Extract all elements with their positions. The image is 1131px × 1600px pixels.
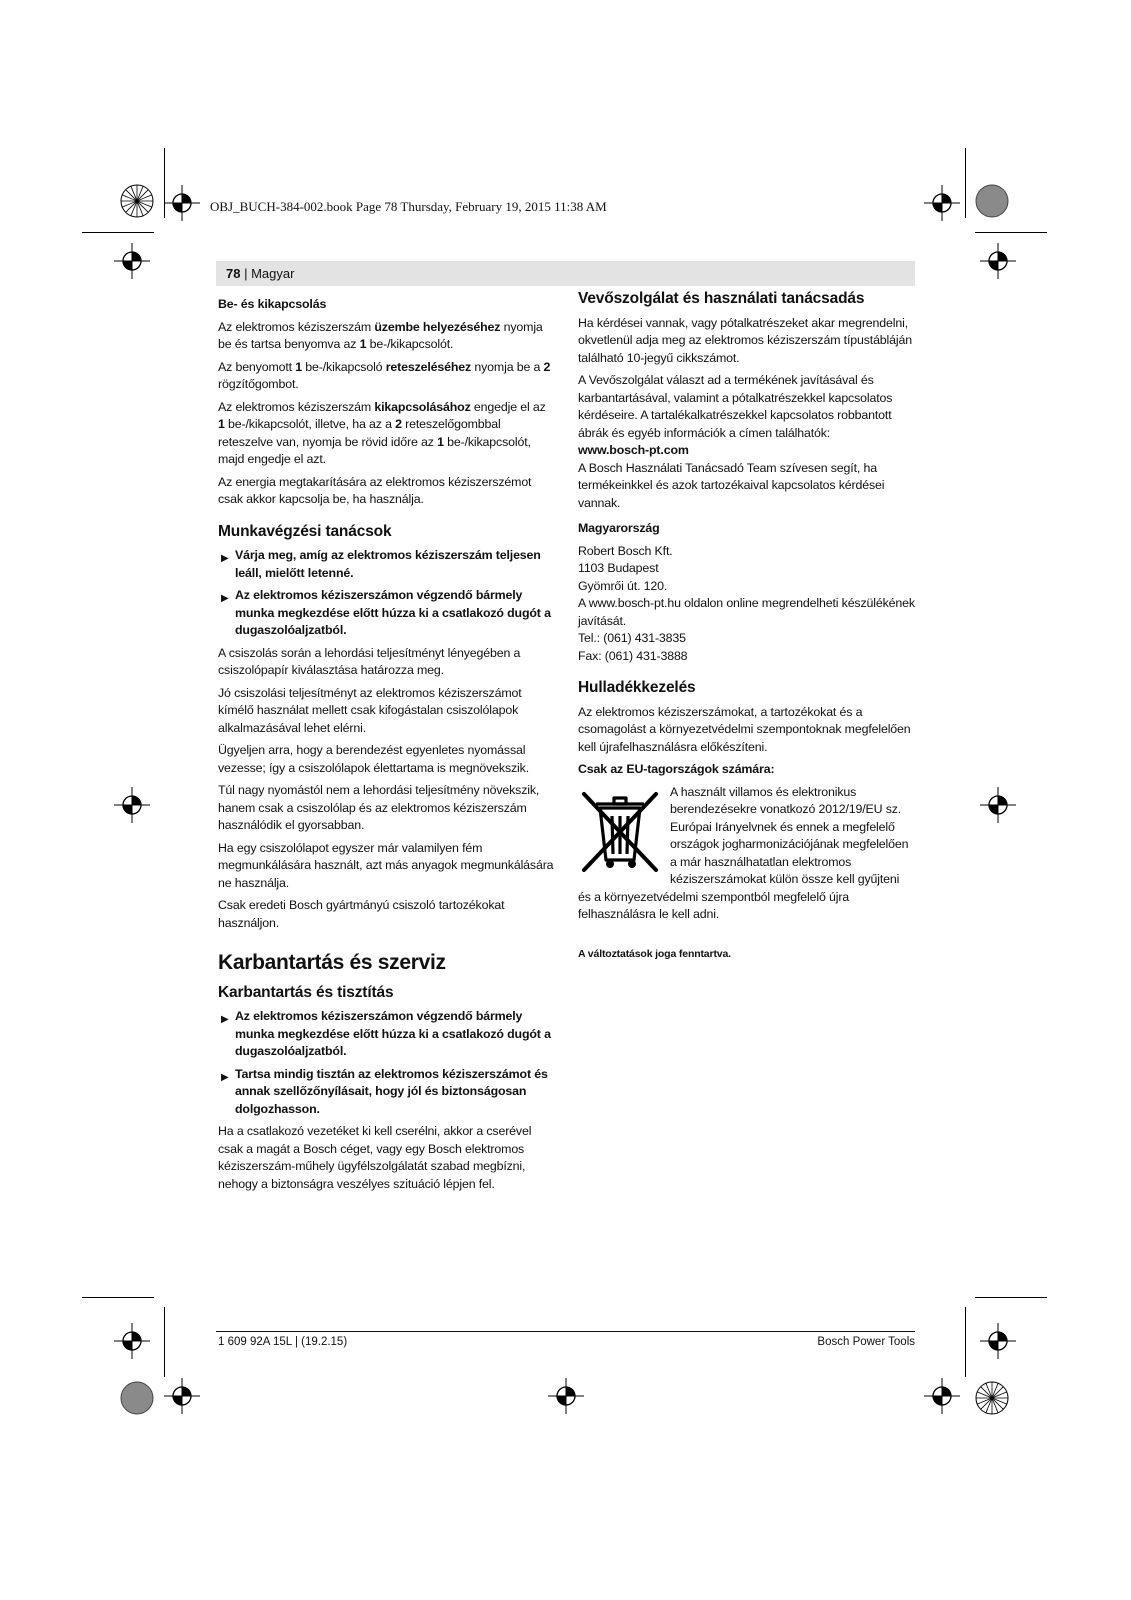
onoff-heading: Be- és kikapcsolás [218, 297, 327, 311]
service-paragraph-2: A Vevőszolgálat választ ad a termékének javításával és karbantartásával, valamint a pótalkatrészekkel kapcsolatos kérdéseire. A tartalékalkatrészekkel kapcsolatos robbantott ábrák és egyéb információk a címen találhatók: [578, 373, 893, 440]
work-paragraph-5: Ha egy csiszolólapot egyszer már valamilyen fém megmunkálására használt, azt más anyagok megmunkálására ne használja. [218, 840, 554, 890]
crop-line [975, 232, 1047, 233]
disposal-heading: Hulladékkezelés [578, 679, 696, 696]
online-repair-text: A www.bosch-pt.hu oldalon online megrendelheti készülékének javítását. [578, 596, 915, 628]
registration-mark-icon [114, 1323, 150, 1359]
triangle-bullet-icon: ▶ [221, 1071, 229, 1083]
triangle-bullet-icon: ▶ [221, 553, 229, 564]
eu-heading: Csak az EU-tagországok számára: [578, 762, 775, 776]
work-bullet-2: ▶ Az elektromos kéziszerszámon végzendő bármely munka megkezdése előtt húzza ki a csatlakozó dugót a dugaszolóaljzatból. [221, 588, 551, 637]
service-paragraph-3: A Bosch Használati Tanácsadó Team szívesen segít, ha termékeinkkel és azok tartozékaival kapcsolatos kérdései vannak. [578, 460, 885, 510]
triangle-bullet-icon: ▶ [221, 593, 229, 604]
left-column [218, 296, 555, 1198]
work-bullet-1: ▶ Várja meg, amíg az elektromos kéziszerszám teljesen leáll, mielőtt letenné. [221, 548, 541, 580]
triangle-bullet-icon: ▶ [221, 1014, 229, 1025]
color-target-icon [119, 183, 155, 219]
onoff-paragraph-4: Az energia megtakarítására az elektromos kéziszerszémot csak akkor kapcsolja be, ha használja. [218, 474, 532, 506]
weee-block [578, 784, 915, 924]
maintenance-bullet-2: ▶ Tartsa mindig tisztán az elektromos kéziszerszámot és annak szellőzőnyílásait, hogy jól és biztonságosan dolgozhasson. [221, 1066, 548, 1116]
weee-crossed-bin-icon [578, 786, 662, 874]
registration-mark-icon [114, 787, 150, 823]
onoff-paragraph-1: Az elektromos kéziszerszám üzembe helyezéséhez nyomja be és tartsa benyomva az 1 be-/kikapcsolót. [218, 319, 543, 351]
page-number: 78 [226, 266, 241, 281]
color-target-icon [119, 1380, 155, 1416]
footer-doc-number: 1 609 92A 15L | (19.2.15) [218, 1336, 348, 1348]
service-paragraph-1: Ha kérdései vannak, vagy pótalkatrészeket akar megrendelni, okvetlenül adja meg az elektromos kéziszerszám típustábláján található 10-jegyű cikkszámot. [578, 315, 912, 365]
crop-line [975, 1297, 1047, 1298]
color-target-icon [974, 1380, 1010, 1416]
onoff-paragraph-3: Az elektromos kéziszerszám kikapcsolásához engedje el az 1 be-/kikapcsolót, illetve, ha az a 2 reteszelőgombbal reteszelve van, nyomja be rövid időre az 1 be-/kikapcsolót, majd engedje el azt. [218, 399, 546, 466]
crop-line [82, 232, 154, 233]
work-paragraph-3: Ügyeljen arra, hogy a berendezést egyenletes nyomással vezesse; így a csiszolólapok élettartama is megnövekszik. [218, 743, 529, 775]
work-paragraph-4: Túl nagy nyomástól nem a lehordási teljesítmény növekszik, hanem csak a csiszolólap és az elektromos kéziszerszám használódik el gyorsabban. [218, 783, 540, 832]
rights-reserved: A változtatások joga fenntartva. [578, 947, 731, 960]
footer-brand: Bosch Power Tools [817, 1336, 915, 1348]
page-header-bar [216, 261, 915, 286]
address-line-2: 1103 Budapest [578, 561, 659, 575]
work-paragraph-1: A csiszolás során a lehordási teljesítményt lényegében a csiszolópapír kiválasztása határozza meg. [218, 645, 521, 677]
page-header [226, 266, 294, 281]
service-heading: Vevőszolgálat és használati tanácsadás [578, 290, 865, 307]
fax: Fax: (061) 431-3888 [578, 648, 688, 663]
registration-mark-icon [980, 787, 1016, 823]
crop-line [164, 1307, 165, 1377]
service-url: www.bosch-pt.com [578, 443, 689, 457]
header-language: Magyar [251, 266, 295, 281]
registration-mark-icon [164, 1378, 200, 1414]
onoff-paragraph-2: Az benyomott 1 be-/kikapcsoló reteszeléséhez nyomja be a 2 rögzítőgombot. [218, 359, 551, 391]
footer-rule [216, 1331, 915, 1332]
crop-line [965, 148, 966, 218]
maintenance-title: Karbantartás és szerviz [218, 951, 446, 974]
disposal-paragraph-1: Az elektromos kéziszerszámokat, a tartozékokat és a csomagolást a környezetvédelmi szempontoknak megfelelően kell újrafelhasználásra előkészíteni. [578, 704, 911, 754]
registration-mark-icon [924, 185, 960, 221]
telephone: Tel.: (061) 431-3835 [578, 631, 686, 645]
maintenance-bullet-1: ▶ Az elektromos kéziszerszámon végzendő bármely munka megkezdése előtt húzza ki a csatlakozó dugót a dugaszolóaljzatból. [221, 1009, 551, 1058]
weee-text: A használt villamos és elektronikus berendezésekre vonatkozó 2012/19/EU sz. Európai Irányelvnek és ennek a megfelelő országok jogharmonizációjának megfelelően a már használhatatlan elektromos kéziszerszámokat külön össze kell gyűjteni és a környezetvédelmi szempontból megfelelő újra felhasználásra le kell adni. [578, 784, 909, 921]
crop-line [965, 1307, 966, 1377]
registration-mark-icon [980, 1323, 1016, 1359]
address-line-1: Robert Bosch Kft. [578, 543, 673, 558]
registration-mark-icon [114, 243, 150, 279]
registration-mark-icon [980, 243, 1016, 279]
right-column [578, 290, 915, 963]
registration-mark-icon [924, 1378, 960, 1414]
work-paragraph-2: Jó csiszolási teljesítményt az elektromos kéziszerszámot kímélő használat mellett csak kifogástalan csiszolólapok alkalmazásával lehet elérni. [218, 685, 522, 735]
maintenance-heading: Karbantartás és tisztítás [218, 983, 394, 1001]
work-paragraph-6: Csak eredeti Bosch gyártmányú csiszoló tartozékokat használjon. [218, 898, 505, 930]
address-line-3: Gyömrői út. 120. [578, 578, 668, 593]
header-separator: | [240, 266, 252, 281]
registration-mark-icon [548, 1378, 584, 1414]
crop-line [82, 1297, 154, 1298]
work-heading: Munkavégzési tanácsok [218, 522, 392, 540]
print-header: OBJ_BUCH-384-002.book Page 78 Thursday, February 19, 2015 11:38 AM [210, 199, 607, 214]
color-target-icon [974, 183, 1010, 219]
registration-mark-icon [164, 185, 200, 221]
country-heading: Magyarország [578, 521, 660, 535]
maintenance-paragraph-1: Ha a csatlakozó vezetéket ki kell cserélni, akkor a cserével csak a magát a Bosch céget, vagy egy Bosch elektromos kéziszerszám-műhely ügyfélszolgálatát szabad megbízni, nehogy a biztonságra veszélyes szituáció lépjen fel. [218, 1124, 532, 1191]
